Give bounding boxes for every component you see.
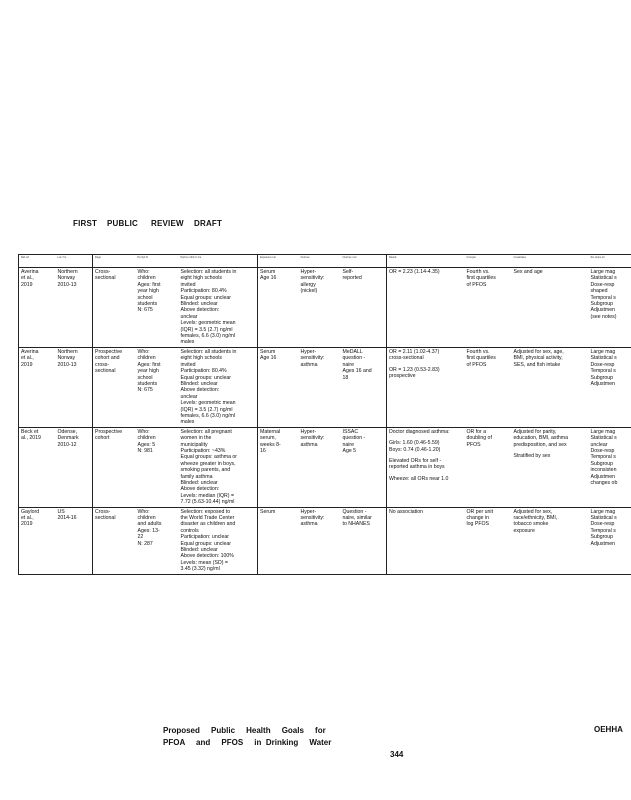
cell-line: family asthma	[180, 473, 213, 480]
cell-participants	[179, 507, 258, 574]
cell-line: Cross-	[95, 269, 111, 275]
cell-line: Doctor diagnosed asthma:	[389, 428, 450, 435]
column-header: Covariates	[513, 256, 526, 259]
table-row	[19, 507, 631, 574]
cell-line: Age 16	[260, 275, 277, 282]
cell-line: (nickel)	[300, 288, 318, 295]
cell-line: question -	[342, 355, 366, 362]
cell-population	[136, 427, 179, 507]
cell-covariates	[512, 268, 589, 348]
cell-line: US	[57, 508, 65, 515]
cell-stats	[589, 347, 631, 427]
cell-design	[93, 507, 136, 574]
cell-line: sensitivity:	[300, 515, 325, 522]
cell-ref	[19, 347, 56, 427]
cell-line: Cross-	[95, 508, 111, 515]
draft-banner-word: PUBLIC	[107, 219, 138, 228]
cell-outcome-measure	[341, 347, 387, 427]
cell-line: Above detection:	[180, 387, 220, 394]
cell-stats	[589, 268, 631, 348]
cell-outcome-measure	[341, 427, 387, 507]
cell-line: question -	[342, 435, 366, 442]
cell-line: Ages: first	[137, 281, 161, 288]
cell-covariates	[512, 507, 589, 574]
cell-line: students	[137, 301, 158, 308]
cell-line: OR = 1.23 (0.53-2.83)	[389, 366, 440, 373]
cell-line: invited	[180, 281, 196, 288]
cell-line: OR for a	[466, 428, 487, 435]
cell-line: 2010-13	[57, 281, 77, 288]
cell-line: log PFOS	[466, 521, 489, 528]
cell-line: 16	[260, 447, 266, 454]
cell-line: asthma	[300, 361, 318, 368]
cell-line: sectional	[95, 368, 116, 375]
cell-line: SES, and fish intake	[513, 361, 561, 368]
cell-line: Equal groups: asthma or	[180, 454, 238, 461]
cell-line: children	[137, 355, 156, 362]
cell-line: Northern	[57, 348, 78, 355]
cell-line: 2010-13	[57, 361, 77, 368]
cell-line: 2019	[21, 361, 33, 368]
cell-line: Denmark	[57, 435, 79, 442]
cell-design	[93, 347, 136, 427]
cell-location	[56, 427, 93, 507]
cell-line: males	[180, 339, 195, 346]
cell-population	[136, 347, 179, 427]
cell-result	[387, 507, 465, 574]
cell-exposure	[258, 507, 299, 574]
cell-line: of PFOS	[466, 361, 487, 368]
column-header: Outcme	[300, 256, 310, 259]
cell-line: allergy	[300, 281, 316, 288]
cell-line: sensitivity:	[300, 275, 325, 282]
cell-exposure	[258, 268, 299, 348]
cell-line: Adjusted for sex, age,	[513, 348, 564, 355]
cell-line: unclear	[180, 393, 198, 400]
cell-line: Hyper-	[300, 428, 317, 435]
cell-line: controls	[180, 527, 199, 534]
draft-banner-word: FIRST	[73, 219, 98, 228]
cell-line: Dose-resp	[590, 521, 615, 528]
cell-line: Fourth vs.	[466, 269, 490, 275]
cell-line: Subgroup	[590, 534, 613, 541]
cell-covariates	[512, 347, 589, 427]
cell-line: 2010-12	[57, 441, 77, 448]
cell-line: Norway	[57, 355, 76, 362]
cell-line: smoking parents, and	[180, 467, 231, 474]
cell-line: Temporal s	[590, 368, 616, 375]
cell-line: Participation: unclear	[180, 534, 229, 541]
cell-line: N: 675	[137, 387, 153, 394]
cell-outcome	[299, 507, 341, 574]
cell-participants	[179, 427, 258, 507]
cell-design	[93, 427, 136, 507]
cell-line: Blinded: unclear	[180, 301, 218, 308]
cell-participants	[179, 347, 258, 427]
cell-line: ISSAC	[342, 428, 359, 435]
cell-line: sectional	[95, 515, 116, 522]
cell-line: shaped	[590, 288, 608, 295]
cell-line: children	[137, 515, 156, 522]
cell-line: et al.,	[21, 355, 34, 362]
cell-line: et al.,	[21, 515, 34, 522]
document-title-line: PFOA and PFOS in Drinking Water	[163, 738, 332, 747]
cell-line: students	[137, 380, 158, 387]
cell-line: al., 2019	[21, 435, 41, 442]
cell-line: first quartiles	[466, 275, 496, 282]
cell-location	[56, 268, 93, 348]
cell-line: cohort and	[95, 355, 120, 362]
cell-line: Adjustmen	[590, 380, 616, 387]
cell-line: Levels: geometric mean	[180, 400, 236, 407]
cell-line: sensitivity:	[300, 355, 325, 362]
cell-line: women in the	[180, 435, 212, 442]
cell-line: Selection: all students in	[180, 269, 237, 275]
cell-line: Norway	[57, 275, 76, 282]
cell-line: Blinded: unclear	[180, 480, 218, 486]
cell-line: Elevated ORs for self -	[389, 457, 442, 464]
cell-line: invited	[180, 361, 196, 368]
cell-line: sensitivity:	[300, 435, 325, 442]
cell-line: Large mag	[590, 508, 616, 515]
evidence-table	[18, 254, 631, 575]
cell-line: naire, similar	[342, 515, 372, 522]
cell-line: Northern	[57, 269, 78, 275]
cell-location	[56, 507, 93, 574]
cell-line: Statistical s	[590, 275, 617, 282]
cell-line: (IQR) = 3.5 (2.7) ng/ml	[180, 326, 233, 333]
cell-line: predisposition, and sex	[513, 441, 567, 448]
cell-line: Temporal s	[590, 294, 616, 301]
cell-result	[387, 268, 465, 348]
cell-outcome	[299, 268, 341, 348]
cell-line: the World Trade Center	[180, 515, 235, 522]
cell-line: (IQR) = 3.5 (2.7) ng/ml	[180, 406, 233, 413]
cell-result	[387, 347, 465, 427]
cell-line: cross-	[95, 361, 110, 368]
table-header-row	[19, 255, 631, 268]
column-header: Loc Yrs	[57, 256, 67, 259]
cell-line: Large mag	[590, 348, 616, 355]
cell-line: 3.45 (3.32) ng/ml	[180, 566, 220, 573]
cell-line: Hyper-	[300, 508, 317, 515]
table-row	[19, 427, 631, 507]
cell-location	[56, 347, 93, 427]
cell-line: Selection: all students in	[180, 348, 237, 355]
cell-line: Selection: exposed to	[180, 508, 231, 515]
cell-line: weeks 8-	[260, 441, 281, 448]
column-header: Stx anlys str	[590, 256, 605, 259]
cell-line: Prospective	[95, 428, 123, 435]
cell-line: children	[137, 275, 156, 282]
cell-line: changes ob	[590, 480, 618, 486]
cell-comparison	[465, 507, 512, 574]
cell-line: first quartiles	[466, 355, 496, 362]
cell-line: Dose-resp	[590, 447, 615, 454]
cell-line: Wheeze: all ORs near 1.0	[389, 475, 449, 482]
draft-banner-word: DRAFT	[194, 219, 223, 228]
document-title	[163, 725, 331, 749]
cell-line: reported	[342, 275, 362, 282]
cell-line: N: 981	[137, 447, 153, 454]
column-header: Ref ref	[19, 255, 56, 268]
draft-banner	[73, 219, 222, 228]
agency-name: OEHHA	[594, 725, 623, 734]
cell-line: Selection: all pregnant	[180, 428, 232, 435]
cell-line: 7.72 (5.63-10.44) ng/ml	[180, 499, 235, 506]
column-header: Result	[387, 255, 465, 268]
cell-line: 18	[342, 374, 349, 381]
cell-line: No association	[389, 508, 424, 515]
cell-line: Who:	[137, 428, 150, 435]
cell-comparison	[465, 427, 512, 507]
cell-line: Large mag	[590, 428, 616, 435]
cell-population	[136, 507, 179, 574]
cell-line: Question -	[342, 508, 367, 515]
cell-comparison	[465, 347, 512, 427]
cell-line: Adjustmen	[590, 473, 616, 480]
cell-line: Blinded: unclear	[180, 380, 218, 387]
cell-covariates	[512, 427, 589, 507]
cell-line: OR = 2.23 (1.14-4.35)	[389, 269, 440, 275]
page-number: 344	[390, 750, 404, 759]
cell-line: Participation: 80.4%	[180, 288, 227, 295]
cell-line: Statistical s	[590, 435, 617, 442]
cell-line: inconsisten	[590, 467, 617, 474]
cell-outcome-measure	[341, 507, 387, 574]
cell-line: Subgroup	[590, 301, 613, 308]
cell-ref	[19, 268, 56, 348]
cell-line: Dose-resp	[590, 361, 615, 368]
cell-line: Age 16	[260, 355, 277, 362]
cell-line: Girls: 1.60 (0.46-5.59)	[389, 440, 440, 447]
cell-line: OR per unit	[466, 508, 494, 515]
cell-line: Adjusted for sex,	[513, 508, 553, 515]
cell-line: cross-sectional	[389, 355, 424, 362]
cell-line: serum,	[260, 435, 276, 442]
cell-line: eight high schools	[180, 355, 223, 362]
column-header: Dsgn	[93, 255, 136, 268]
cell-line: Temporal s	[590, 527, 616, 534]
cell-exposure	[258, 347, 299, 427]
cell-line: Statistical s	[590, 515, 617, 522]
cell-line: Hyper-	[300, 269, 317, 275]
cell-line: Above detection:	[180, 486, 220, 493]
cell-line: year high	[137, 368, 159, 375]
cell-population	[136, 268, 179, 348]
cell-line: Prospective	[95, 348, 123, 355]
cell-line: Adjustmen	[590, 540, 616, 547]
cell-line: Equal groups: unclear	[180, 540, 231, 547]
cell-line: Levels: mean (SD) =	[180, 559, 228, 566]
cell-line: males	[180, 419, 195, 426]
cell-line: Ages: 13-	[137, 527, 160, 534]
cell-design	[93, 268, 136, 348]
cell-line: Adjustmen	[590, 307, 616, 314]
cell-line: Fourth vs.	[466, 348, 490, 355]
cell-line: tobacco smoke	[513, 521, 549, 528]
cell-line: school	[137, 374, 153, 381]
cell-line: children	[137, 435, 156, 442]
cell-line: Levels: median (IQR) =	[180, 492, 234, 499]
cell-line: Sex and age	[513, 269, 543, 275]
cell-ref	[19, 507, 56, 574]
cell-line: prospective	[389, 373, 416, 380]
table-row	[19, 347, 631, 427]
cell-line: Participation: 80.4%	[180, 368, 227, 375]
draft-banner-word: REVIEW	[151, 219, 184, 228]
cell-line: Beck et	[21, 428, 39, 435]
cell-line: N: 675	[137, 307, 153, 314]
cell-line: asthma	[300, 521, 318, 528]
column-header: Outcme msr	[342, 256, 357, 259]
cell-line: Hyper-	[300, 348, 317, 355]
cell-line: year high	[137, 288, 159, 295]
cell-line: education, BMI, asthma	[513, 435, 568, 442]
cell-line: Ages: first	[137, 361, 161, 368]
cell-line: Averina	[21, 269, 39, 275]
document-title-line: Proposed Public Health Goals for	[163, 726, 326, 735]
cell-line: Self-	[342, 269, 354, 275]
cell-line: Statistical s	[590, 355, 617, 362]
cell-line: Above detection:	[180, 307, 220, 314]
cell-line: Averina	[21, 348, 39, 355]
cell-line: naire	[342, 441, 355, 448]
cell-line: Dose-resp	[590, 281, 615, 288]
table-row	[19, 268, 631, 348]
cell-line: Serum	[260, 508, 276, 515]
cell-outcome	[299, 347, 341, 427]
cell-line: OR = 2.11 (1.02-4.37)	[389, 348, 440, 355]
cell-line: exposure	[513, 527, 535, 534]
cell-line: Who:	[137, 348, 150, 355]
cell-line: MeDALL	[342, 348, 363, 355]
cell-line: unclear	[590, 441, 608, 448]
cell-line: Levels: geometric mean	[180, 320, 236, 327]
cell-outcome	[299, 427, 341, 507]
cell-participants	[179, 268, 258, 348]
cell-line: eight high schools	[180, 275, 223, 282]
cell-line: wheeze greater in boys,	[180, 460, 236, 467]
cell-line: Adjusted for parity,	[513, 428, 557, 435]
cell-line: 2014-16	[57, 515, 77, 522]
cell-line: change in	[466, 515, 489, 522]
cell-line: BMI, physical activity,	[513, 355, 563, 362]
cell-stats	[589, 507, 631, 574]
cell-line: (see notes)	[590, 313, 617, 320]
cell-line: Boys: 0.74 (0.46-1.20)	[389, 446, 441, 453]
cell-line: municipality	[180, 441, 208, 448]
cell-comparison	[465, 268, 512, 348]
cell-line: Above detection: 100%	[180, 553, 234, 560]
cell-line: naire	[342, 361, 355, 368]
cell-line: Subgroup	[590, 374, 613, 381]
cell-line: Odense,	[57, 428, 78, 435]
cell-line: cohort	[95, 435, 110, 442]
cell-line: Blinded: unclear	[180, 547, 218, 554]
cell-line: Equal groups: unclear	[180, 294, 231, 301]
cell-line: of PFOS	[466, 281, 487, 288]
cell-line: Who:	[137, 508, 150, 515]
column-header: Exposure msr	[258, 255, 299, 268]
cell-line: Ages: 5	[137, 441, 156, 448]
cell-line: PFOS	[466, 441, 481, 448]
cell-line: Subgroup	[590, 460, 613, 467]
cell-line: Stratified by sex	[513, 452, 551, 459]
cell-line: Serum	[260, 348, 276, 355]
cell-stats	[589, 427, 631, 507]
cell-line: Participation: ~43%	[180, 447, 226, 454]
column-header: Pprtcs mthd cr lvs	[180, 256, 202, 259]
cell-line: N: 287	[137, 540, 153, 547]
cell-line: Equal groups: unclear	[180, 374, 231, 381]
cell-line: females, 6.6 (3.0) ng/ml	[180, 412, 235, 419]
cell-line: Who:	[137, 269, 150, 275]
cell-line: doubling of	[466, 435, 492, 442]
cell-line: 2019	[21, 521, 33, 528]
cell-line: asthma	[300, 441, 318, 448]
cell-line: school	[137, 294, 153, 301]
cell-line: 2019	[21, 281, 33, 288]
column-header: Compar	[466, 256, 476, 259]
cell-line: reported asthma in boys	[389, 464, 445, 471]
cell-line: 22	[137, 534, 144, 541]
cell-line: females, 6.6 (3.0) ng/ml	[180, 333, 235, 340]
cell-outcome-measure	[341, 268, 387, 348]
cell-line: Age 5	[342, 447, 357, 454]
cell-line: Gaylord	[21, 508, 40, 515]
cell-ref	[19, 427, 56, 507]
cell-line: to NHANES	[342, 521, 370, 528]
cell-line: Temporal s	[590, 454, 616, 461]
column-header: Pp Spl N	[137, 256, 148, 259]
cell-line: et al.,	[21, 275, 34, 282]
cell-line: Large mag	[590, 269, 616, 275]
cell-result	[387, 427, 465, 507]
cell-line: disaster as children and	[180, 521, 236, 528]
cell-line: Maternal	[260, 428, 281, 435]
cell-line: race/ethnicity, BMI,	[513, 515, 558, 522]
cell-line: unclear	[180, 313, 198, 320]
cell-line: and adults	[137, 521, 162, 528]
cell-line: Serum	[260, 269, 276, 275]
cell-line: Ages 16 and	[342, 368, 372, 375]
cell-line: sectional	[95, 275, 116, 282]
cell-exposure	[258, 427, 299, 507]
